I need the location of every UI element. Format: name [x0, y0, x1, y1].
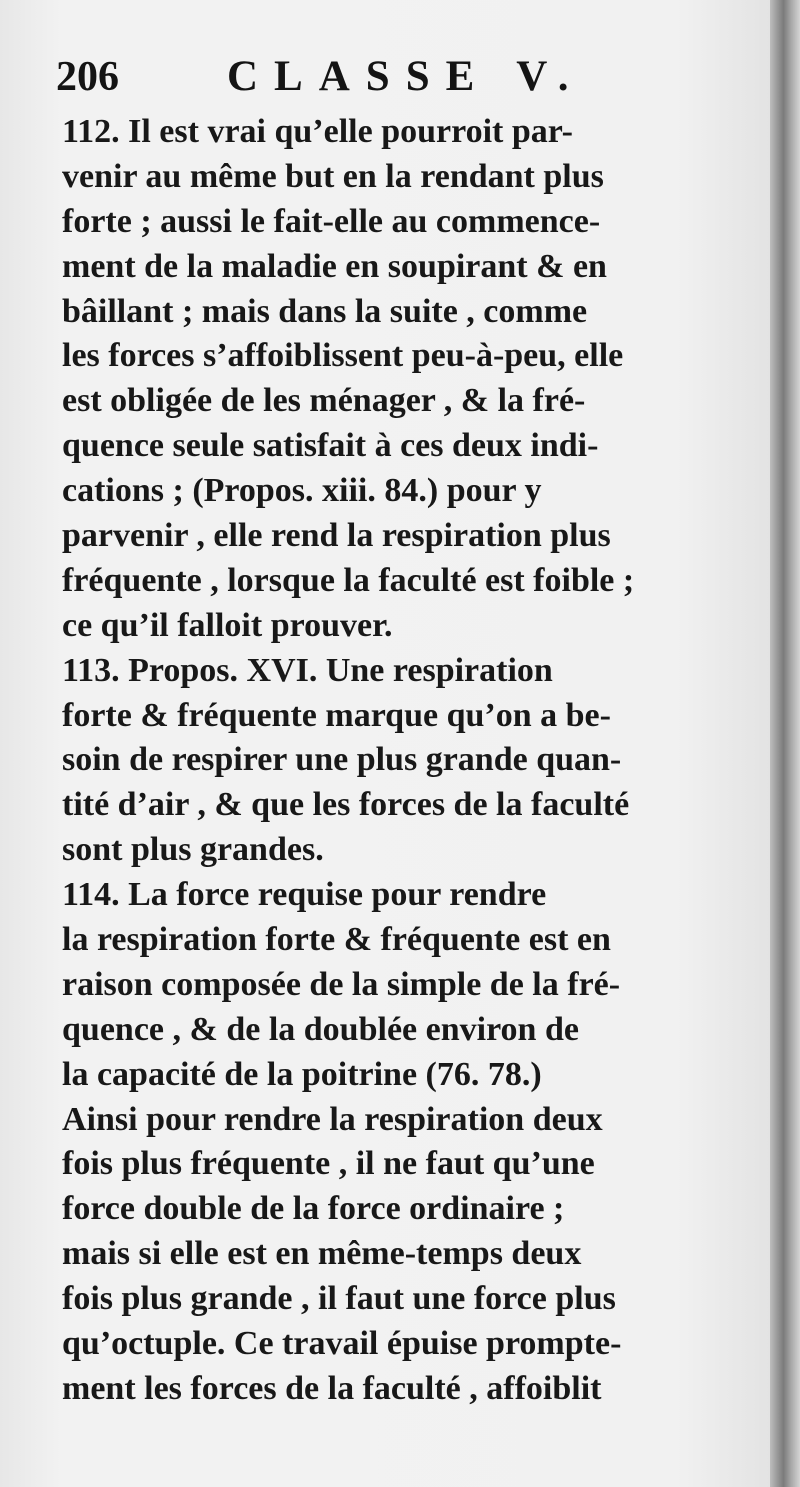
text-line: raison composée de la simple de la fré- — [62, 965, 621, 1003]
text-line: 113. Propos. XVI. Une respiration — [62, 651, 553, 689]
text-line: la respiration forte & fréquente est en — [62, 921, 611, 959]
running-title: CLASSE V. — [227, 53, 585, 100]
text-line: mais si elle est en même-temps deux — [62, 1235, 582, 1273]
text-line: quence seule satisfait à ces deux indi- — [62, 427, 599, 465]
text-line: 112. Il est vrai qu’elle pourroit par- — [62, 113, 573, 150]
page-header — [56, 52, 736, 102]
text-line: fois plus fréquente , il ne faut qu’une — [62, 1145, 595, 1183]
page-number: 206 — [56, 54, 119, 100]
text-line: soin de respirer une plus grande quan- — [62, 741, 622, 779]
text-line: force double de la force ordinaire ; — [62, 1190, 565, 1228]
page-edge-shadow — [770, 0, 800, 1487]
text-line: sont plus grandes. — [62, 831, 324, 869]
text-line: forte ; aussi le fait-elle au commence- — [62, 202, 601, 240]
text-line: 114. La force requise pour rendre — [62, 876, 547, 914]
text-line: ment de la maladie en soupirant & en — [62, 247, 607, 285]
text-line: fréquente , lorsque la faculté est foible ; — [62, 561, 635, 599]
text-line: tité d’air , & que les forces de la faculté — [62, 786, 630, 824]
text-line: quence , & de la doublée environ de — [62, 1010, 579, 1048]
text-line: qu’octuple. Ce travail épuise prompte- — [62, 1325, 622, 1363]
text-line: fois plus grande , il faut une force plus — [62, 1280, 616, 1318]
text-line: est obligée de les ménager , & la fré- — [62, 382, 586, 420]
text-line: ce qu’il falloit prouver. — [62, 606, 393, 644]
text-line: la capacité de la poitrine (76. 78.) — [62, 1055, 542, 1093]
text-line: les forces s’affoiblissent peu-à-peu, elle — [62, 337, 624, 375]
text-line: parvenir , elle rend la respiration plus — [62, 517, 611, 555]
text-line: cations ; (Propos. xiii. 84.) pour y — [62, 472, 542, 510]
body-text — [62, 110, 742, 1412]
text-line: bâillant ; mais dans la suite , comme — [62, 292, 588, 330]
text-line: Ainsi pour rendre la respiration deux — [62, 1100, 603, 1138]
text-line: ment les forces de la faculté , affoiblit — [62, 1369, 602, 1407]
text-line: forte & fréquente marque qu’on a be- — [62, 696, 611, 734]
text-line: venir au même but en la rendant plus — [62, 157, 604, 195]
